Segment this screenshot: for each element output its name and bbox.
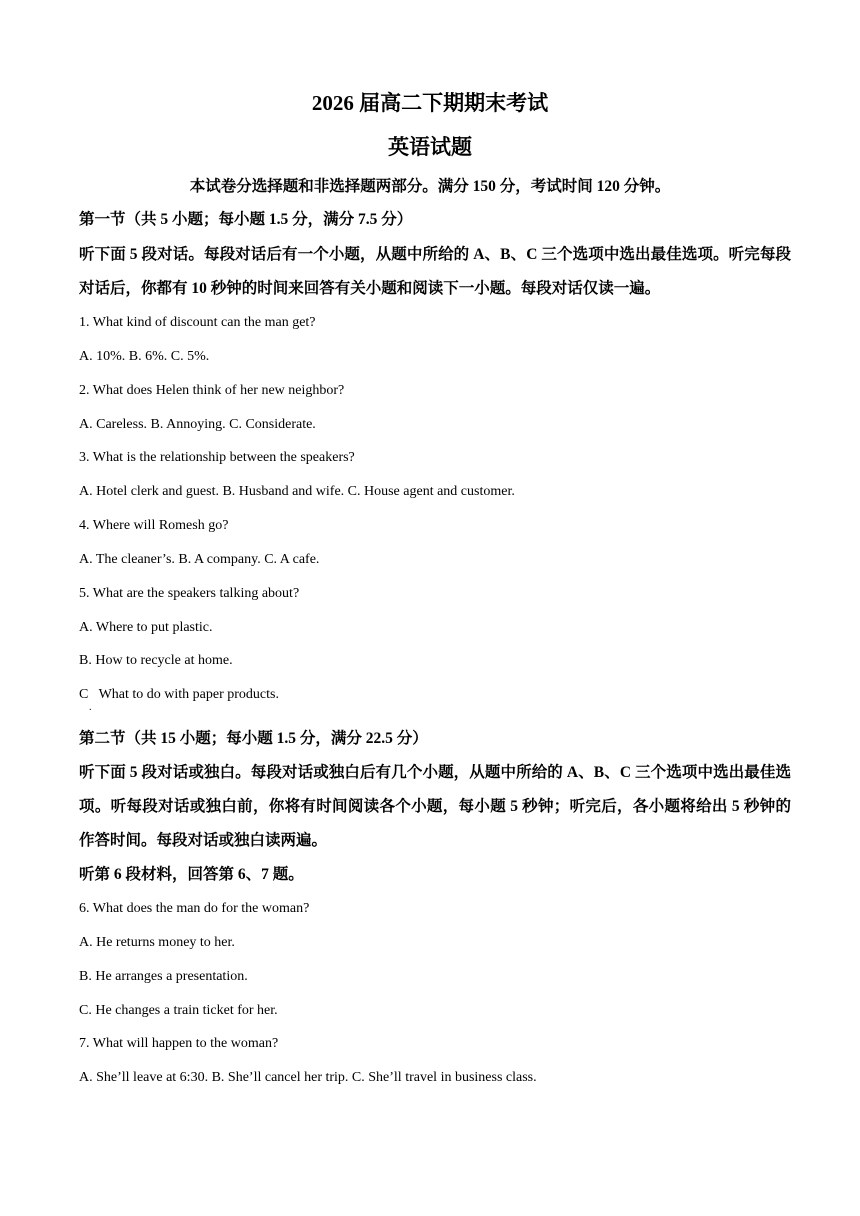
exam-title: 2026 届高二下期期末考试: [311, 91, 549, 115]
stray-dot: .: [89, 702, 92, 713]
question-1: 1. What kind of discount can the man get?: [79, 315, 316, 330]
question-2-options: A. Careless. B. Annoying. C. Considerate.: [79, 417, 316, 432]
question-3-options: A. Hotel clerk and guest. B. Husband and wife. C. House agent and customer.: [79, 484, 515, 499]
question-6-option-b: B. He arranges a presentation.: [79, 969, 248, 984]
question-4-options: A. The cleaner’s. B. A company. C. A cafe.: [79, 552, 320, 567]
section2-instructions: 听下面 5 段对话或独白。每段对话或独白后有几个小题，从题中所给的 A、B、C 三个选项中选出最佳选项。听每段对话或独白前，你将有时间阅读各个小题，每小题 5 秒钟；听完后，各小题将给出 5 秒钟的作答时间。每段对话或独白读两遍。: [79, 764, 791, 849]
section1-heading: 第一节（共 5 小题；每小题 1.5 分，满分 7.5 分）: [79, 211, 413, 228]
material-6-note: 听第 6 段材料，回答第 6、7 题。: [79, 866, 304, 883]
question-7-options: A. She’ll leave at 6:30. B. She’ll cancel her trip. C. She’ll travel in business class.: [79, 1070, 537, 1085]
question-6-option-c: C. He changes a train ticket for her.: [79, 1003, 278, 1018]
question-5-option-c: C What to do with paper products.: [79, 687, 279, 702]
section1-instructions: 听下面 5 段对话。每段对话后有一个小题，从题中所给的 A、B、C 三个选项中选出最佳选项。听完每段对话后，你都有 10 秒钟的时间来回答有关小题和阅读下一小题。每段对话仅读一遍。: [79, 246, 791, 297]
question-1-options: A. 10%. B. 6%. C. 5%.: [79, 349, 210, 364]
question-6-option-a: A. He returns money to her.: [79, 935, 235, 950]
question-4: 4. Where will Romesh go?: [79, 518, 229, 533]
question-5-option-b: B. How to recycle at home.: [79, 653, 233, 668]
subject-title: 英语试题: [388, 135, 472, 159]
section2-heading: 第二节（共 15 小题；每小题 1.5 分，满分 22.5 分）: [79, 730, 428, 747]
question-5-option-a: A. Where to put plastic.: [79, 620, 213, 635]
question-7: 7. What will happen to the woman?: [79, 1036, 279, 1051]
question-6: 6. What does the man do for the woman?: [79, 901, 310, 916]
question-5: 5. What are the speakers talking about?: [79, 586, 300, 601]
question-2: 2. What does Helen think of her new neighbor?: [79, 383, 345, 398]
exam-note: 本试卷分选择题和非选择题两部分。满分 150 分，考试时间 120 分钟。: [189, 178, 671, 195]
question-3: 3. What is the relationship between the speakers?: [79, 450, 355, 465]
